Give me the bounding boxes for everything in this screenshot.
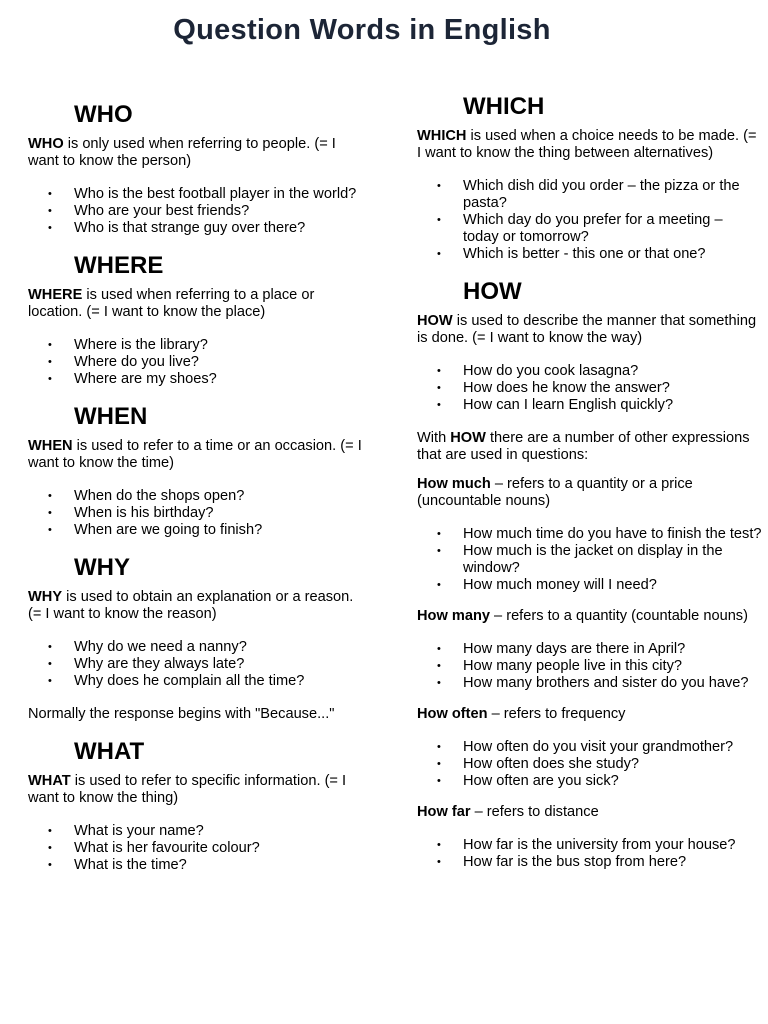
section-description — [28, 589, 368, 623]
section-heading: WHEN — [74, 403, 148, 430]
list-item: • Which day do you prefer for a meeting – today or tomorrow? — [417, 212, 762, 246]
list-item: • How often are you sick? — [417, 773, 762, 790]
list-item: • Which dish did you order – the pizza or the pasta? — [417, 178, 762, 212]
section-what — [28, 737, 368, 874]
description-text: is used when a choice needs to be made. (= I want to know the thing between alternatives) — [417, 128, 757, 161]
section-how-far — [417, 804, 762, 871]
list-item: • When do the shops open? — [28, 488, 368, 505]
list-item: • Where is the library? — [28, 337, 368, 354]
example-list — [417, 178, 762, 263]
list-item: • Where are my shoes? — [28, 371, 368, 388]
section-heading: WHERE — [74, 252, 164, 279]
section-description — [417, 804, 762, 821]
list-item: • Why does he complain all the time? — [28, 673, 368, 690]
example-list — [28, 639, 368, 690]
list-item: • How much time do you have to finish the test? — [417, 526, 762, 543]
list-item: • How far is the bus stop from here? — [417, 854, 762, 871]
list-item: • How does he know the answer? — [417, 380, 762, 397]
intro-text: With — [417, 430, 451, 446]
term: How many — [417, 608, 490, 624]
section-heading: WHICH — [463, 93, 545, 120]
list-item: • How can I learn English quickly? — [417, 397, 762, 414]
section-description — [28, 438, 368, 472]
list-item: • Which is better - this one or that one? — [417, 246, 762, 263]
keyword: HOW — [450, 430, 486, 446]
list-item: • What is your name? — [28, 823, 368, 840]
section-description — [28, 136, 368, 170]
list-item: • Why are they always late? — [28, 656, 368, 673]
list-item: • Who are your best friends? — [28, 203, 368, 220]
section-description — [417, 608, 762, 625]
section-description — [417, 128, 762, 162]
example-list — [28, 823, 368, 874]
term: How much — [417, 476, 491, 492]
section-how — [417, 277, 762, 464]
list-item: • What is her favourite colour? — [28, 840, 368, 857]
term: How often — [417, 706, 488, 722]
section-how-much — [417, 476, 762, 594]
keyword: HOW — [417, 313, 453, 329]
section-description — [28, 773, 368, 807]
keyword: WHERE — [28, 287, 83, 303]
description-text: is only used when referring to people. (= I want to know the person) — [28, 136, 336, 169]
keyword: WHY — [28, 589, 63, 605]
example-list — [417, 363, 762, 414]
list-item: • How many brothers and sister do you have? — [417, 675, 762, 692]
section-heading: WHY — [74, 554, 130, 581]
example-list — [28, 337, 368, 388]
keyword: WHEN — [28, 438, 73, 454]
list-item: • How far is the university from your house? — [417, 837, 762, 854]
left-column — [28, 100, 368, 888]
description-text: is used to obtain an explanation or a reason. (= I want to know the reason) — [28, 589, 354, 622]
example-list — [28, 488, 368, 539]
section-description — [417, 476, 762, 510]
how-expressions-intro — [417, 430, 762, 464]
example-list — [417, 641, 762, 692]
section-where — [28, 251, 368, 388]
list-item: • Who is that strange guy over there? — [28, 220, 368, 237]
intro-text: there are a number of other expressions that are used in questions: — [417, 430, 750, 463]
section-description — [28, 287, 368, 321]
keyword: WHO — [28, 136, 64, 152]
example-list — [28, 186, 368, 237]
list-item: • How much is the jacket on display in the window? — [417, 543, 762, 577]
example-list — [417, 739, 762, 790]
list-item: • When is his birthday? — [28, 505, 368, 522]
keyword: WHAT — [28, 773, 71, 789]
list-item: • When are we going to finish? — [28, 522, 368, 539]
description-text: is used to refer to a time or an occasion. (= I want to know the time) — [28, 438, 362, 471]
section-why — [28, 553, 368, 723]
section-when — [28, 402, 368, 539]
list-item: • How many days are there in April? — [417, 641, 762, 658]
list-item: • How many people live in this city? — [417, 658, 762, 675]
description-text: is used when referring to a place or location. (= I want to know the place) — [28, 287, 315, 320]
description-text: – refers to a quantity or a price (uncountable nouns) — [417, 476, 693, 509]
list-item: • Where do you live? — [28, 354, 368, 371]
description-text: – refers to frequency — [487, 706, 626, 722]
right-column — [417, 92, 762, 885]
description-text: is used to describe the manner that something is done. (= I want to know the way) — [417, 313, 757, 346]
list-item: • Who is the best football player in the world? — [28, 186, 368, 203]
section-how-many — [417, 608, 762, 692]
list-item: • What is the time? — [28, 857, 368, 874]
section-description — [417, 706, 762, 723]
section-heading: WHAT — [74, 738, 145, 765]
description-text: – refers to a quantity (countable nouns) — [489, 608, 748, 624]
section-note: Normally the response begins with "Because..." — [28, 706, 335, 722]
section-who — [28, 100, 368, 237]
list-item: • How often do you visit your grandmother? — [417, 739, 762, 756]
section-description — [417, 313, 762, 347]
page-title: Question Words in English — [173, 14, 551, 46]
example-list — [417, 837, 762, 871]
list-item: • How much money will I need? — [417, 577, 762, 594]
list-item: • How do you cook lasagna? — [417, 363, 762, 380]
keyword: WHICH — [417, 128, 467, 144]
list-item: • How often does she study? — [417, 756, 762, 773]
description-text: is used to refer to specific information. (= I want to know the thing) — [28, 773, 347, 806]
description-text: – refers to distance — [470, 804, 599, 820]
list-item: • Why do we need a nanny? — [28, 639, 368, 656]
section-how-often — [417, 706, 762, 790]
section-heading: WHO — [74, 101, 133, 128]
term: How far — [417, 804, 471, 820]
example-list — [417, 526, 762, 594]
section-which — [417, 92, 762, 263]
section-heading: HOW — [463, 278, 522, 305]
